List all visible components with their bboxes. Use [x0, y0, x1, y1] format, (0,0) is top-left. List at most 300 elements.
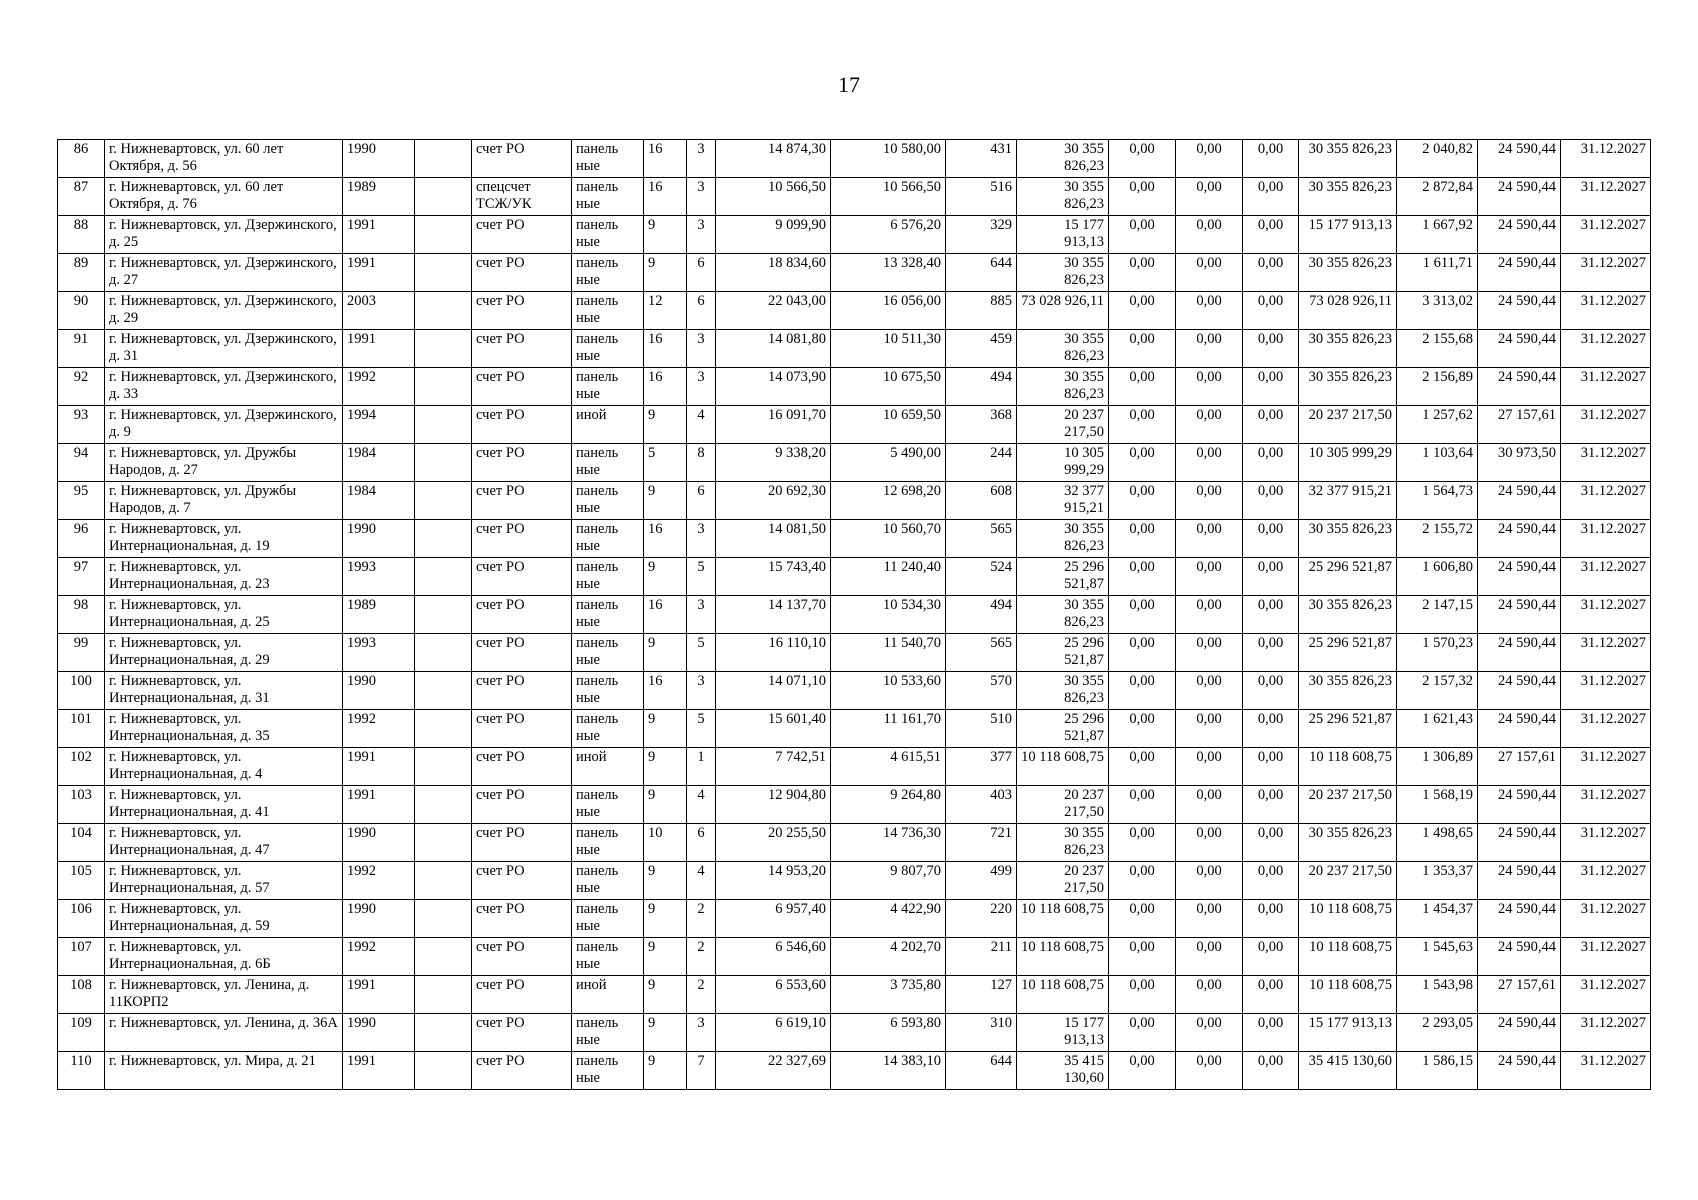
entrances-cell: 6	[687, 482, 716, 520]
owners-funds-cell: 10 118 608,75	[1299, 900, 1397, 938]
max-unit-cost-cell: 24 590,44	[1478, 1052, 1561, 1090]
floors-cell: 9	[644, 862, 687, 900]
address-cell: г. Нижневартовск, ул. Дзержинского, д. 27	[105, 254, 343, 292]
living-area-cell: 11 240,40	[831, 558, 946, 596]
residents-cell: 459	[946, 330, 1017, 368]
total-cost-cell: 20 237 217,50	[1017, 786, 1109, 824]
max-unit-cost-cell: 24 590,44	[1478, 938, 1561, 976]
residents-cell: 524	[946, 558, 1017, 596]
local-funds-cell: 0,00	[1243, 1052, 1299, 1090]
floors-cell: 10	[644, 824, 687, 862]
wall-material-cell: иной	[572, 748, 644, 786]
federal-funds-cell: 0,00	[1109, 330, 1176, 368]
commissioning-year-cell: 1991	[343, 786, 415, 824]
table-row	[58, 1014, 1651, 1052]
table-row	[58, 938, 1651, 976]
reconstruction-year-cell	[415, 178, 472, 216]
table-row	[58, 596, 1651, 634]
federal-funds-cell: 0,00	[1109, 1014, 1176, 1052]
reconstruction-year-cell	[415, 634, 472, 672]
entrances-cell: 5	[687, 710, 716, 748]
wall-material-cell: панель ные	[572, 178, 644, 216]
entrances-cell: 3	[687, 178, 716, 216]
address-cell: г. Нижневартовск, ул. Интернациональная, д. 59	[105, 900, 343, 938]
fund-account-cell: счет РО	[472, 900, 572, 938]
unit-cost-cell: 1 543,98	[1397, 976, 1478, 1014]
regional-funds-cell: 0,00	[1176, 824, 1243, 862]
wall-material-cell: панель ные	[572, 786, 644, 824]
commissioning-year-cell: 1989	[343, 178, 415, 216]
fund-account-cell: счет РО	[472, 824, 572, 862]
residents-cell: 310	[946, 1014, 1017, 1052]
completion-date-cell: 31.12.2027	[1561, 1014, 1651, 1052]
floors-cell: 12	[644, 292, 687, 330]
residents-cell: 570	[946, 672, 1017, 710]
entrances-cell: 4	[687, 406, 716, 444]
owners-funds-cell: 30 355 826,23	[1299, 596, 1397, 634]
unit-cost-cell: 1 611,71	[1397, 254, 1478, 292]
max-unit-cost-cell: 24 590,44	[1478, 140, 1561, 178]
max-unit-cost-cell: 24 590,44	[1478, 786, 1561, 824]
local-funds-cell: 0,00	[1243, 634, 1299, 672]
wall-material-cell: иной	[572, 406, 644, 444]
row-number-cell: 99	[58, 634, 105, 672]
federal-funds-cell: 0,00	[1109, 596, 1176, 634]
residents-cell: 220	[946, 900, 1017, 938]
fund-account-cell: счет РО	[472, 748, 572, 786]
local-funds-cell: 0,00	[1243, 254, 1299, 292]
address-cell: г. Нижневартовск, ул. Интернациональная, д. 35	[105, 710, 343, 748]
commissioning-year-cell: 1990	[343, 672, 415, 710]
total-cost-cell: 25 296 521,87	[1017, 558, 1109, 596]
total-cost-cell: 20 237 217,50	[1017, 862, 1109, 900]
local-funds-cell: 0,00	[1243, 178, 1299, 216]
living-area-cell: 4 422,90	[831, 900, 946, 938]
total-cost-cell: 30 355 826,23	[1017, 520, 1109, 558]
floors-cell: 9	[644, 216, 687, 254]
total-area-cell: 14 874,30	[716, 140, 831, 178]
commissioning-year-cell: 1993	[343, 558, 415, 596]
regional-funds-cell: 0,00	[1176, 558, 1243, 596]
residents-cell: 499	[946, 862, 1017, 900]
living-area-cell: 6 593,80	[831, 1014, 946, 1052]
entrances-cell: 3	[687, 368, 716, 406]
row-number-cell: 106	[58, 900, 105, 938]
total-cost-cell: 15 177 913,13	[1017, 1014, 1109, 1052]
local-funds-cell: 0,00	[1243, 748, 1299, 786]
residents-cell: 516	[946, 178, 1017, 216]
max-unit-cost-cell: 27 157,61	[1478, 976, 1561, 1014]
table-row	[58, 520, 1651, 558]
commissioning-year-cell: 1992	[343, 710, 415, 748]
reconstruction-year-cell	[415, 862, 472, 900]
row-number-cell: 97	[58, 558, 105, 596]
unit-cost-cell: 2 157,32	[1397, 672, 1478, 710]
completion-date-cell: 31.12.2027	[1561, 824, 1651, 862]
row-number-cell: 96	[58, 520, 105, 558]
row-number-cell: 101	[58, 710, 105, 748]
residents-cell: 644	[946, 254, 1017, 292]
floors-cell: 5	[644, 444, 687, 482]
total-cost-cell: 10 118 608,75	[1017, 976, 1109, 1014]
residents-cell: 244	[946, 444, 1017, 482]
reconstruction-year-cell	[415, 368, 472, 406]
table-row	[58, 862, 1651, 900]
local-funds-cell: 0,00	[1243, 824, 1299, 862]
total-area-cell: 20 255,50	[716, 824, 831, 862]
address-cell: г. Нижневартовск, ул. Мира, д. 21	[105, 1052, 343, 1090]
living-area-cell: 4 615,51	[831, 748, 946, 786]
total-cost-cell: 30 355 826,23	[1017, 330, 1109, 368]
entrances-cell: 2	[687, 900, 716, 938]
wall-material-cell: панель ные	[572, 824, 644, 862]
completion-date-cell: 31.12.2027	[1561, 672, 1651, 710]
regional-funds-cell: 0,00	[1176, 178, 1243, 216]
residents-cell: 510	[946, 710, 1017, 748]
living-area-cell: 14 736,30	[831, 824, 946, 862]
wall-material-cell: панель ные	[572, 482, 644, 520]
max-unit-cost-cell: 24 590,44	[1478, 710, 1561, 748]
entrances-cell: 3	[687, 596, 716, 634]
completion-date-cell: 31.12.2027	[1561, 1052, 1651, 1090]
owners-funds-cell: 30 355 826,23	[1299, 178, 1397, 216]
owners-funds-cell: 25 296 521,87	[1299, 710, 1397, 748]
total-area-cell: 10 566,50	[716, 178, 831, 216]
completion-date-cell: 31.12.2027	[1561, 254, 1651, 292]
table-row	[58, 140, 1651, 178]
owners-funds-cell: 10 118 608,75	[1299, 938, 1397, 976]
reconstruction-year-cell	[415, 482, 472, 520]
table-row	[58, 1052, 1651, 1090]
total-area-cell: 22 043,00	[716, 292, 831, 330]
max-unit-cost-cell: 24 590,44	[1478, 634, 1561, 672]
regional-funds-cell: 0,00	[1176, 368, 1243, 406]
owners-funds-cell: 32 377 915,21	[1299, 482, 1397, 520]
federal-funds-cell: 0,00	[1109, 558, 1176, 596]
completion-date-cell: 31.12.2027	[1561, 938, 1651, 976]
entrances-cell: 3	[687, 330, 716, 368]
living-area-cell: 13 328,40	[831, 254, 946, 292]
federal-funds-cell: 0,00	[1109, 520, 1176, 558]
local-funds-cell: 0,00	[1243, 938, 1299, 976]
local-funds-cell: 0,00	[1243, 482, 1299, 520]
reconstruction-year-cell	[415, 938, 472, 976]
residents-cell: 721	[946, 824, 1017, 862]
total-area-cell: 14 071,10	[716, 672, 831, 710]
living-area-cell: 10 533,60	[831, 672, 946, 710]
row-number-cell: 104	[58, 824, 105, 862]
residents-cell: 494	[946, 596, 1017, 634]
wall-material-cell: панель ные	[572, 1052, 644, 1090]
commissioning-year-cell: 1992	[343, 368, 415, 406]
commissioning-year-cell: 1990	[343, 140, 415, 178]
reconstruction-year-cell	[415, 596, 472, 634]
address-cell: г. Нижневартовск, ул. Дружбы Народов, д. 7	[105, 482, 343, 520]
owners-funds-cell: 10 305 999,29	[1299, 444, 1397, 482]
table-row	[58, 254, 1651, 292]
regional-funds-cell: 0,00	[1176, 406, 1243, 444]
address-cell: г. Нижневартовск, ул. Дзержинского, д. 25	[105, 216, 343, 254]
floors-cell: 9	[644, 938, 687, 976]
unit-cost-cell: 2 040,82	[1397, 140, 1478, 178]
commissioning-year-cell: 1990	[343, 900, 415, 938]
living-area-cell: 11 161,70	[831, 710, 946, 748]
total-cost-cell: 20 237 217,50	[1017, 406, 1109, 444]
residents-cell: 403	[946, 786, 1017, 824]
total-cost-cell: 35 415 130,60	[1017, 1052, 1109, 1090]
reconstruction-year-cell	[415, 520, 472, 558]
total-cost-cell: 30 355 826,23	[1017, 672, 1109, 710]
completion-date-cell: 31.12.2027	[1561, 520, 1651, 558]
total-area-cell: 14 137,70	[716, 596, 831, 634]
entrances-cell: 5	[687, 634, 716, 672]
living-area-cell: 3 735,80	[831, 976, 946, 1014]
federal-funds-cell: 0,00	[1109, 368, 1176, 406]
max-unit-cost-cell: 24 590,44	[1478, 254, 1561, 292]
table-row	[58, 178, 1651, 216]
residents-cell: 494	[946, 368, 1017, 406]
entrances-cell: 1	[687, 748, 716, 786]
row-number-cell: 102	[58, 748, 105, 786]
floors-cell: 16	[644, 368, 687, 406]
regional-funds-cell: 0,00	[1176, 976, 1243, 1014]
completion-date-cell: 31.12.2027	[1561, 292, 1651, 330]
floors-cell: 16	[644, 178, 687, 216]
wall-material-cell: панель ные	[572, 596, 644, 634]
page-number: 17	[838, 72, 860, 97]
row-number-cell: 90	[58, 292, 105, 330]
residents-cell: 211	[946, 938, 1017, 976]
total-area-cell: 15 743,40	[716, 558, 831, 596]
completion-date-cell: 31.12.2027	[1561, 596, 1651, 634]
address-cell: г. Нижневартовск, ул. Интернациональная, д. 57	[105, 862, 343, 900]
fund-account-cell: счет РО	[472, 406, 572, 444]
table-row	[58, 216, 1651, 254]
floors-cell: 9	[644, 406, 687, 444]
local-funds-cell: 0,00	[1243, 406, 1299, 444]
max-unit-cost-cell: 30 973,50	[1478, 444, 1561, 482]
owners-funds-cell: 15 177 913,13	[1299, 1014, 1397, 1052]
living-area-cell: 9 807,70	[831, 862, 946, 900]
residents-cell: 127	[946, 976, 1017, 1014]
local-funds-cell: 0,00	[1243, 140, 1299, 178]
completion-date-cell: 31.12.2027	[1561, 330, 1651, 368]
owners-funds-cell: 15 177 913,13	[1299, 216, 1397, 254]
completion-date-cell: 31.12.2027	[1561, 634, 1651, 672]
address-cell: г. Нижневартовск, ул. Интернациональная, д. 29	[105, 634, 343, 672]
regional-funds-cell: 0,00	[1176, 1014, 1243, 1052]
table-row	[58, 444, 1651, 482]
residents-cell: 565	[946, 634, 1017, 672]
owners-funds-cell: 30 355 826,23	[1299, 254, 1397, 292]
table-row	[58, 558, 1651, 596]
completion-date-cell: 31.12.2027	[1561, 862, 1651, 900]
table-row	[58, 976, 1651, 1014]
wall-material-cell: панель ные	[572, 520, 644, 558]
address-cell: г. Нижневартовск, ул. Интернациональная, д. 19	[105, 520, 343, 558]
table-row	[58, 672, 1651, 710]
commissioning-year-cell: 1990	[343, 520, 415, 558]
floors-cell: 16	[644, 330, 687, 368]
federal-funds-cell: 0,00	[1109, 786, 1176, 824]
address-cell: г. Нижневартовск, ул. Дзержинского, д. 29	[105, 292, 343, 330]
commissioning-year-cell: 1993	[343, 634, 415, 672]
address-cell: г. Нижневартовск, ул. Ленина, д. 36А	[105, 1014, 343, 1052]
floors-cell: 9	[644, 1052, 687, 1090]
fund-account-cell: счет РО	[472, 634, 572, 672]
owners-funds-cell: 30 355 826,23	[1299, 672, 1397, 710]
reconstruction-year-cell	[415, 1014, 472, 1052]
total-area-cell: 9 338,20	[716, 444, 831, 482]
commissioning-year-cell: 1991	[343, 1052, 415, 1090]
owners-funds-cell: 35 415 130,60	[1299, 1052, 1397, 1090]
wall-material-cell: панель ные	[572, 558, 644, 596]
floors-cell: 9	[644, 786, 687, 824]
living-area-cell: 9 264,80	[831, 786, 946, 824]
row-number-cell: 109	[58, 1014, 105, 1052]
unit-cost-cell: 3 313,02	[1397, 292, 1478, 330]
wall-material-cell: панель ные	[572, 140, 644, 178]
unit-cost-cell: 1 570,23	[1397, 634, 1478, 672]
local-funds-cell: 0,00	[1243, 368, 1299, 406]
entrances-cell: 3	[687, 520, 716, 558]
reconstruction-year-cell	[415, 710, 472, 748]
federal-funds-cell: 0,00	[1109, 710, 1176, 748]
completion-date-cell: 31.12.2027	[1561, 444, 1651, 482]
total-cost-cell: 30 355 826,23	[1017, 596, 1109, 634]
federal-funds-cell: 0,00	[1109, 862, 1176, 900]
floors-cell: 9	[644, 900, 687, 938]
fund-account-cell: счет РО	[472, 596, 572, 634]
commissioning-year-cell: 1991	[343, 330, 415, 368]
regional-funds-cell: 0,00	[1176, 444, 1243, 482]
residents-cell: 885	[946, 292, 1017, 330]
residents-cell: 431	[946, 140, 1017, 178]
living-area-cell: 10 675,50	[831, 368, 946, 406]
total-area-cell: 6 957,40	[716, 900, 831, 938]
unit-cost-cell: 1 353,37	[1397, 862, 1478, 900]
living-area-cell: 10 534,30	[831, 596, 946, 634]
owners-funds-cell: 10 118 608,75	[1299, 748, 1397, 786]
total-area-cell: 14 073,90	[716, 368, 831, 406]
regional-funds-cell: 0,00	[1176, 748, 1243, 786]
fund-account-cell: счет РО	[472, 1052, 572, 1090]
floors-cell: 9	[644, 710, 687, 748]
regional-funds-cell: 0,00	[1176, 140, 1243, 178]
residents-cell: 377	[946, 748, 1017, 786]
entrances-cell: 2	[687, 976, 716, 1014]
fund-account-cell: счет РО	[472, 254, 572, 292]
wall-material-cell: панель ные	[572, 292, 644, 330]
max-unit-cost-cell: 24 590,44	[1478, 368, 1561, 406]
federal-funds-cell: 0,00	[1109, 672, 1176, 710]
total-cost-cell: 25 296 521,87	[1017, 710, 1109, 748]
local-funds-cell: 0,00	[1243, 558, 1299, 596]
local-funds-cell: 0,00	[1243, 862, 1299, 900]
housing-register-table	[57, 139, 1651, 1090]
residents-cell: 329	[946, 216, 1017, 254]
total-area-cell: 6 546,60	[716, 938, 831, 976]
reconstruction-year-cell	[415, 900, 472, 938]
total-area-cell: 16 091,70	[716, 406, 831, 444]
row-number-cell: 91	[58, 330, 105, 368]
row-number-cell: 87	[58, 178, 105, 216]
residents-cell: 608	[946, 482, 1017, 520]
total-cost-cell: 30 355 826,23	[1017, 824, 1109, 862]
owners-funds-cell: 73 028 926,11	[1299, 292, 1397, 330]
row-number-cell: 105	[58, 862, 105, 900]
federal-funds-cell: 0,00	[1109, 1052, 1176, 1090]
max-unit-cost-cell: 27 157,61	[1478, 748, 1561, 786]
max-unit-cost-cell: 24 590,44	[1478, 482, 1561, 520]
completion-date-cell: 31.12.2027	[1561, 900, 1651, 938]
max-unit-cost-cell: 24 590,44	[1478, 596, 1561, 634]
fund-account-cell: счет РО	[472, 520, 572, 558]
living-area-cell: 14 383,10	[831, 1052, 946, 1090]
max-unit-cost-cell: 24 590,44	[1478, 292, 1561, 330]
table-row	[58, 406, 1651, 444]
unit-cost-cell: 2 156,89	[1397, 368, 1478, 406]
reconstruction-year-cell	[415, 444, 472, 482]
reconstruction-year-cell	[415, 976, 472, 1014]
completion-date-cell: 31.12.2027	[1561, 710, 1651, 748]
living-area-cell: 6 576,20	[831, 216, 946, 254]
total-area-cell: 16 110,10	[716, 634, 831, 672]
reconstruction-year-cell	[415, 786, 472, 824]
row-number-cell: 94	[58, 444, 105, 482]
table-row	[58, 748, 1651, 786]
federal-funds-cell: 0,00	[1109, 444, 1176, 482]
entrances-cell: 6	[687, 292, 716, 330]
unit-cost-cell: 2 155,72	[1397, 520, 1478, 558]
commissioning-year-cell: 1990	[343, 824, 415, 862]
local-funds-cell: 0,00	[1243, 1014, 1299, 1052]
owners-funds-cell: 20 237 217,50	[1299, 862, 1397, 900]
regional-funds-cell: 0,00	[1176, 292, 1243, 330]
commissioning-year-cell: 1991	[343, 216, 415, 254]
total-cost-cell: 15 177 913,13	[1017, 216, 1109, 254]
address-cell: г. Нижневартовск, ул. Дзержинского, д. 9	[105, 406, 343, 444]
living-area-cell: 10 580,00	[831, 140, 946, 178]
address-cell: г. Нижневартовск, ул. Интернациональная, д. 31	[105, 672, 343, 710]
regional-funds-cell: 0,00	[1176, 900, 1243, 938]
wall-material-cell: панель ные	[572, 1014, 644, 1052]
regional-funds-cell: 0,00	[1176, 254, 1243, 292]
completion-date-cell: 31.12.2027	[1561, 748, 1651, 786]
regional-funds-cell: 0,00	[1176, 330, 1243, 368]
unit-cost-cell: 1 568,19	[1397, 786, 1478, 824]
living-area-cell: 11 540,70	[831, 634, 946, 672]
federal-funds-cell: 0,00	[1109, 254, 1176, 292]
total-area-cell: 22 327,69	[716, 1052, 831, 1090]
owners-funds-cell: 30 355 826,23	[1299, 140, 1397, 178]
residents-cell: 644	[946, 1052, 1017, 1090]
regional-funds-cell: 0,00	[1176, 482, 1243, 520]
address-cell: г. Нижневартовск, ул. Интернациональная, д. 41	[105, 786, 343, 824]
address-cell: г. Нижневартовск, ул. Дзержинского, д. 33	[105, 368, 343, 406]
unit-cost-cell: 1 257,62	[1397, 406, 1478, 444]
federal-funds-cell: 0,00	[1109, 178, 1176, 216]
fund-account-cell: счет РО	[472, 292, 572, 330]
entrances-cell: 3	[687, 140, 716, 178]
total-cost-cell: 10 305 999,29	[1017, 444, 1109, 482]
table-body	[58, 140, 1651, 1090]
floors-cell: 16	[644, 672, 687, 710]
commissioning-year-cell: 1991	[343, 748, 415, 786]
wall-material-cell: панель ные	[572, 444, 644, 482]
unit-cost-cell: 1 564,73	[1397, 482, 1478, 520]
total-area-cell: 18 834,60	[716, 254, 831, 292]
